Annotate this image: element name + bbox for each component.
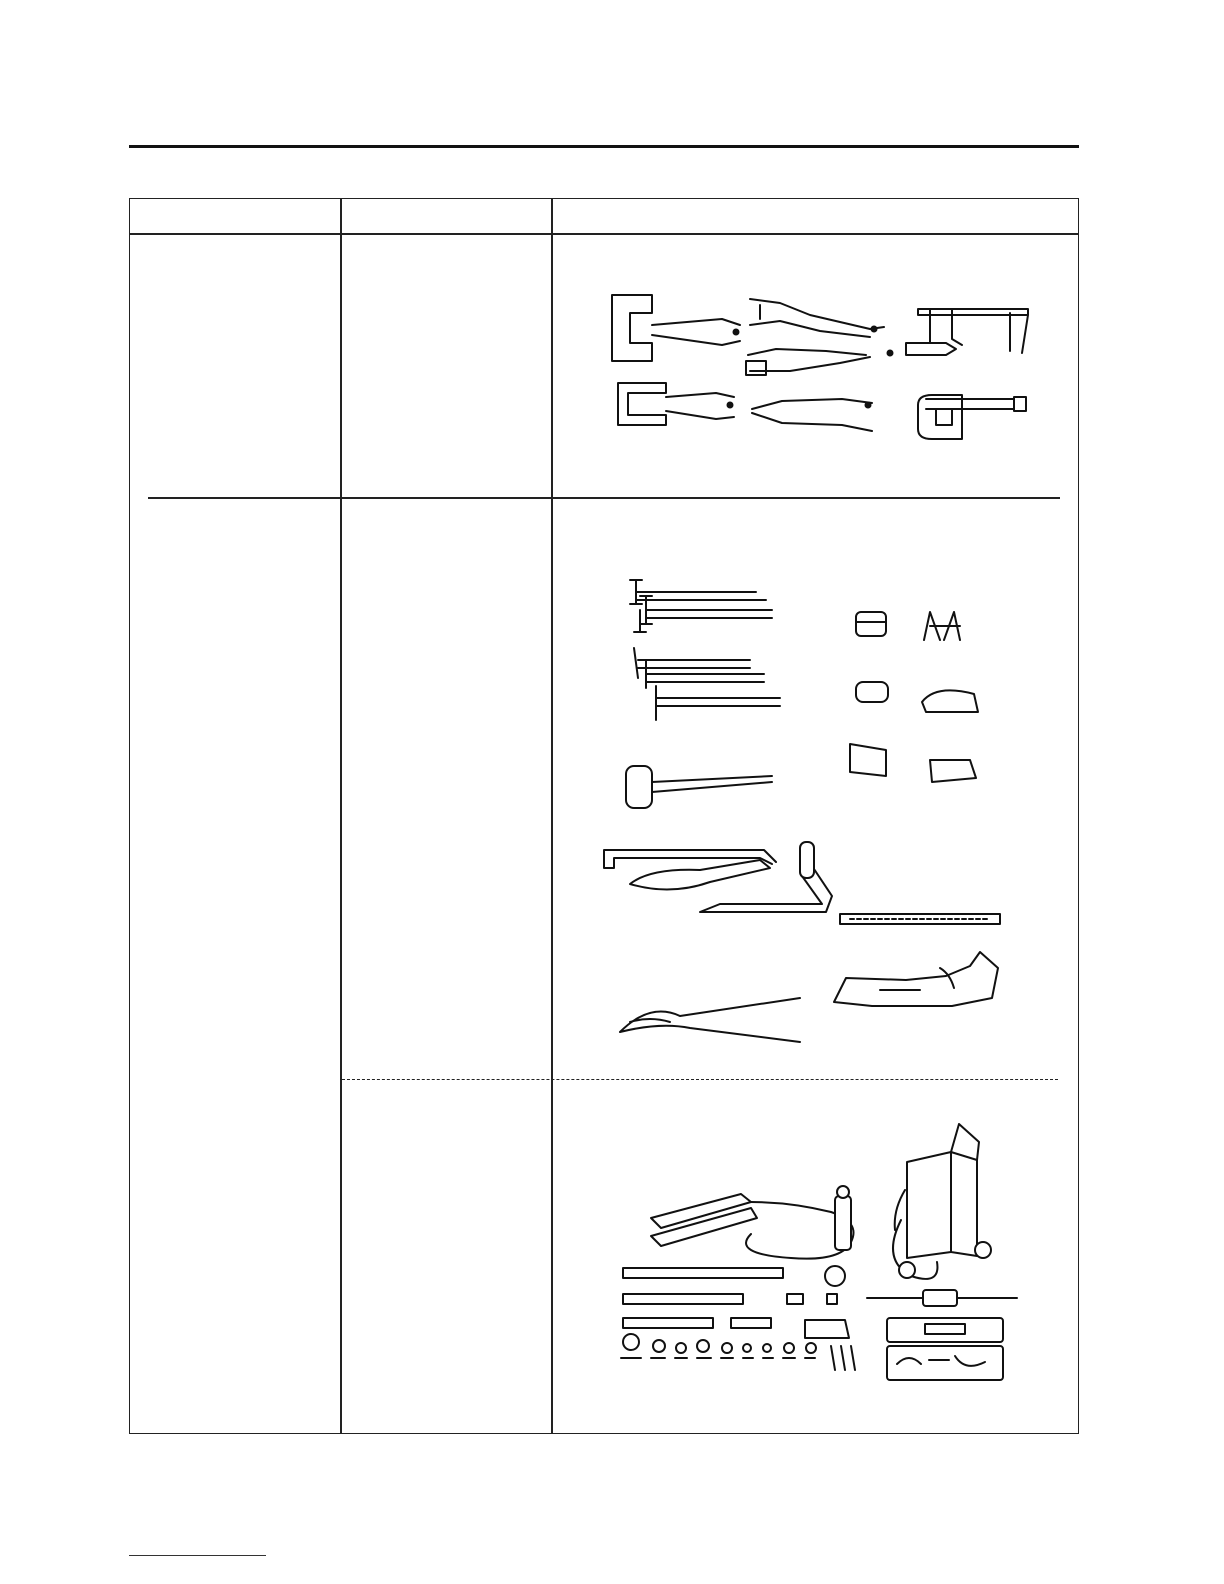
body-repair-hammers-dollies-spoons-illustration [590, 570, 1030, 1050]
header-row-divider [130, 233, 1078, 235]
row-divider-dashed [342, 1079, 1058, 1080]
row-divider-1 [148, 497, 1060, 499]
footnote-rule [129, 1555, 266, 1556]
column-divider-2 [551, 199, 553, 1433]
clamping-tools-illustration [600, 285, 1040, 460]
hydraulic-puller-stud-welder-kit-illustration [605, 1110, 1035, 1395]
header-rule [129, 145, 1079, 148]
column-divider-1 [340, 199, 342, 1433]
